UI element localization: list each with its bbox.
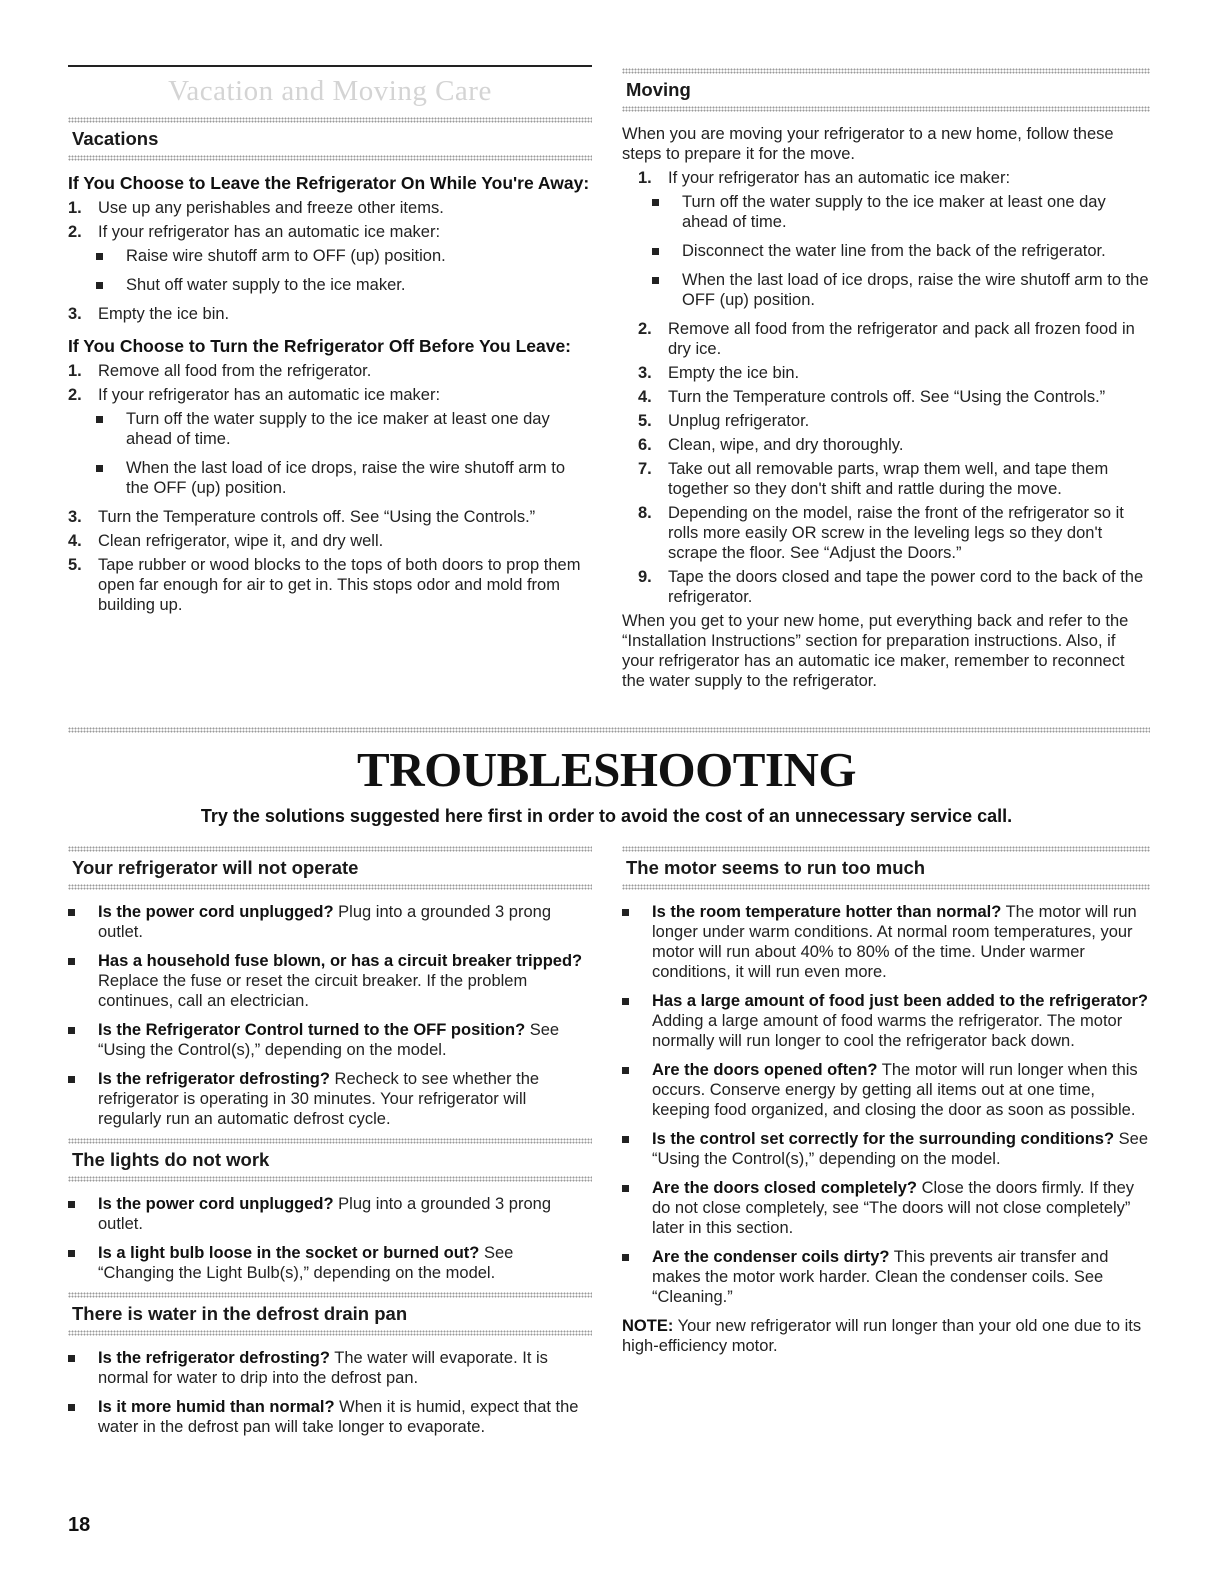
list-item: Is the refrigerator defrosting? Recheck to see whether the refrigerator is operating in 30 minutes. Your refrigerator will regularly run an automatic defrost cycle. [68, 1069, 592, 1129]
bullet-square-icon [622, 1129, 652, 1169]
divider [622, 884, 1150, 890]
bullet-square-icon [622, 1247, 652, 1307]
step: 5. Unplug refrigerator. [638, 412, 810, 430]
motor-heading: The motor seems to run too much [626, 857, 926, 878]
bullet-square-icon [622, 902, 652, 982]
turn-off-steps [68, 361, 592, 405]
troubleshooting-left-column [68, 846, 592, 1446]
divider [68, 1176, 592, 1182]
step: 4. Turn the Temperature controls off. See “Using the Controls.” [638, 388, 1106, 406]
top-rule [68, 65, 592, 67]
bullet-square-icon [622, 1178, 652, 1238]
bullet-square-icon [96, 409, 126, 449]
list-item: Has a large amount of food just been added to the refrigerator? Adding a large amount of food warms the refrigerator. The motor normally will run longer to cool the refrigerator back down. [622, 991, 1150, 1051]
step: 5. Tape rubber or wood blocks to the tops of both doors to prop them open far enough for air to get in. This stops odor and mold from building up. [68, 556, 581, 614]
moving-steps-cont [638, 319, 1150, 607]
divider [622, 106, 1150, 112]
list-item: Is the power cord unplugged? Plug into a grounded 3 prong outlet. [68, 902, 592, 942]
moving-steps [638, 168, 1150, 188]
moving-heading: Moving [626, 79, 691, 100]
step: 6. Clean, wipe, and dry thoroughly. [638, 436, 904, 454]
list-item: Is it more humid than normal? When it is humid, expect that the water in the defrost pan will take longer to evaporate. [68, 1397, 592, 1437]
bullet-square-icon [652, 270, 682, 310]
leave-on-heading: If You Choose to Leave the Refrigerator On While You're Away: [68, 173, 590, 193]
water-pan-list [68, 1348, 592, 1437]
list-item: Has a household fuse blown, or has a circuit breaker tripped? Replace the fuse or reset the circuit breaker. If the problem continues, call an electrician. [68, 951, 592, 1011]
bullet-square-icon [68, 1348, 98, 1388]
step: 2. If your refrigerator has an automatic ice maker: [68, 386, 441, 404]
turn-off-bullets [96, 409, 592, 498]
bullet-square-icon [68, 1020, 98, 1060]
motor-list [622, 902, 1150, 1307]
turn-off-steps-cont [68, 507, 592, 615]
lights-list [68, 1194, 592, 1283]
bullet-square-icon [68, 902, 98, 942]
bullet-square-icon [68, 1194, 98, 1234]
bullet-item: Turn off the water supply to the ice maker at least one day ahead of time. [96, 409, 592, 449]
bullet-square-icon [96, 458, 126, 498]
step: 8. Depending on the model, raise the front of the refrigerator so it rolls more easily OR screw in the leveling legs so they don't scrape the floor. See “Adjust the Doors.” [638, 504, 1124, 562]
step: 4. Clean refrigerator, wipe it, and dry well. [68, 532, 384, 550]
step: 3. Empty the ice bin. [68, 305, 230, 323]
bullet-square-icon [652, 241, 682, 261]
step: 3. Turn the Temperature controls off. See “Using the Controls.” [68, 508, 536, 526]
turn-off-heading: If You Choose to Turn the Refrigerator Off Before You Leave: [68, 336, 572, 356]
list-item: Is the Refrigerator Control turned to the OFF position? See “Using the Control(s),” depending on the model. [68, 1020, 592, 1060]
divider [68, 1330, 592, 1336]
list-item: Are the condenser coils dirty? This prevents air transfer and makes the motor work harder. Clean the condenser coils. See “Cleaning.” [622, 1247, 1150, 1307]
step: 2. Remove all food from the refrigerator and pack all frozen food in dry ice. [638, 320, 1135, 358]
bullet-item: Disconnect the water line from the back of the refrigerator. [652, 241, 1150, 261]
step: 1. Use up any perishables and freeze other items. [68, 199, 444, 217]
bullet-item: When the last load of ice drops, raise the wire shutoff arm to the OFF (up) position. [652, 270, 1150, 310]
bullet-square-icon [68, 1397, 98, 1437]
not-operate-list [68, 902, 592, 1129]
troubleshooting-title: TROUBLESHOOTING [357, 742, 856, 797]
moving-outro: When you get to your new home, put everything back and refer to the “Installation Instructions” section for preparation instructions. Also, if your refrigerator has an automatic ice maker, remember to reconnect the water supply to the refrigerator. [622, 612, 1129, 690]
troubleshooting-right-column [622, 846, 1150, 1358]
list-item: Is the refrigerator defrosting? The water will evaporate. It is normal for water to drip into the defrost pan. [68, 1348, 592, 1388]
section-title: Vacation and Moving Care [168, 75, 492, 107]
step: 9. Tape the doors closed and tape the power cord to the back of the refrigerator. [638, 568, 1144, 606]
bullet-item: Turn off the water supply to the ice maker at least one day ahead of time. [652, 192, 1150, 232]
leave-on-bullets [96, 246, 592, 295]
bullet-item: Raise wire shutoff arm to OFF (up) position. [96, 246, 592, 266]
step: 7. Take out all removable parts, wrap them well, and tape them together so they don't shift and rattle during the move. [638, 460, 1109, 498]
vacations-column [68, 65, 592, 619]
vacations-heading: Vacations [72, 128, 159, 149]
page-number: 18 [68, 1514, 91, 1536]
bullet-square-icon [652, 192, 682, 232]
moving-column [622, 68, 1150, 693]
bullet-item: Shut off water supply to the ice maker. [96, 275, 592, 295]
divider [68, 155, 592, 161]
list-item: Is a light bulb loose in the socket or burned out? See “Changing the Light Bulb(s),” depending on the model. [68, 1243, 592, 1283]
bullet-square-icon [68, 1243, 98, 1283]
bullet-square-icon [622, 1060, 652, 1120]
bullet-square-icon [96, 246, 126, 266]
bullet-item: When the last load of ice drops, raise the wire shutoff arm to the OFF (up) position. [96, 458, 592, 498]
troubleshooting-subtitle: Try the solutions suggested here first in order to avoid the cost of an unnecessary service call. [200, 806, 1013, 826]
section-divider [68, 727, 1150, 733]
list-item: Are the doors closed completely? Close the doors firmly. If they do not close completely, see “The doors will not close completely” later in this section. [622, 1178, 1150, 1238]
step: 2. If your refrigerator has an automatic ice maker: [68, 223, 441, 241]
list-item: Are the doors opened often? The motor will run longer when this occurs. Conserve energy by getting all items out at one time, keeping food organized, and closing the door as soon as possible. [622, 1060, 1150, 1120]
water-pan-heading: There is water in the defrost drain pan [72, 1303, 408, 1324]
lights-heading: The lights do not work [72, 1149, 270, 1170]
step: 3. Empty the ice bin. [638, 364, 800, 382]
bullet-square-icon [96, 275, 126, 295]
not-operate-heading: Your refrigerator will not operate [72, 857, 359, 878]
moving-intro: When you are moving your refrigerator to a new home, follow these steps to prepare it for the move. [622, 125, 1114, 163]
moving-bullets [652, 192, 1150, 310]
list-item: Is the power cord unplugged? Plug into a grounded 3 prong outlet. [68, 1194, 592, 1234]
list-item: Is the control set correctly for the surrounding conditions? See “Using the Control(s),” depending on the model. [622, 1129, 1150, 1169]
leave-on-steps [68, 198, 592, 242]
step: 1. If your refrigerator has an automatic ice maker: [638, 169, 1011, 187]
bullet-square-icon [622, 991, 652, 1051]
bullet-square-icon [68, 1069, 98, 1129]
divider [68, 884, 592, 890]
motor-note: NOTE: Your new refrigerator will run longer than your old one due to its high-efficiency motor. [622, 1317, 1142, 1355]
leave-on-steps-cont [68, 304, 592, 324]
step: 1. Remove all food from the refrigerator. [68, 362, 372, 380]
list-item: Is the room temperature hotter than normal? The motor will run longer under warm conditions. At normal room temperatures, your motor will run about 40% to 80% of the time. Under warmer conditions, it will run even more. [622, 902, 1150, 982]
bullet-square-icon [68, 951, 98, 1011]
